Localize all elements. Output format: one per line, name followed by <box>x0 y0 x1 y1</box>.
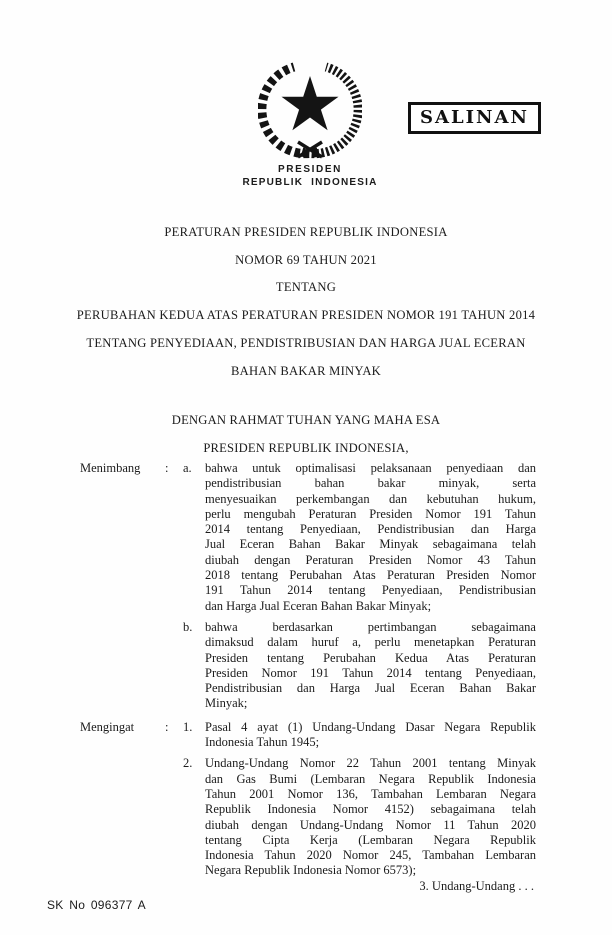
item-marker: 1. <box>183 719 193 734</box>
item-text <box>205 756 536 878</box>
clause-colon: : <box>165 461 169 475</box>
list-item <box>183 620 536 712</box>
body-line: perlu mengubah Peraturan Presiden Nomor 191 Tahun <box>205 506 536 521</box>
document-title-line: PERUBAHAN KEDUA ATAS PERATURAN PRESIDEN NOMOR 191 TAHUN 2014 <box>76 308 536 323</box>
doc-number: SK No 096377 A <box>47 898 146 912</box>
catchword: 3. Undang-Undang . . . <box>419 878 534 893</box>
document-body <box>80 461 536 894</box>
body-line: Presiden tentang Perubahan Kedua Atas Peraturan <box>205 650 536 665</box>
body-line: Tahun 2001 Nomor 136, Tambahan Lembaran Negara <box>205 786 536 801</box>
item-marker: b. <box>183 619 193 634</box>
item-text <box>205 461 536 614</box>
clause-colon: : <box>165 719 169 734</box>
item-text <box>205 620 536 712</box>
body-line: Pendistribusian dan Harga Jual Eceran Bahan Bakar <box>205 681 536 696</box>
body-line: 2014 tentang Penyediaan, Pendistribusian dan Harga <box>205 522 536 537</box>
letterhead <box>210 163 410 189</box>
document-number-line: NOMOR 69 TAHUN 2021 <box>235 252 377 267</box>
clause-mengingat <box>80 720 536 894</box>
preamble <box>40 406 572 462</box>
body-line: bahwa untuk optimalisasi pelaksanaan penyediaan dan <box>205 461 536 475</box>
item-marker: a. <box>183 461 192 475</box>
body-line: pendistribusian bahan bakar minyak, serta <box>205 476 536 491</box>
body-line: Presiden Nomor 191 Tahun 2014 tentang Penyediaan, <box>205 665 536 680</box>
document-title-line: TENTANG PENYEDIAAN, PENDISTRIBUSIAN DAN HARGA JUAL ECERAN <box>86 335 526 350</box>
document-title-line: TENTANG <box>275 280 337 295</box>
body-line: Undang-Undang Nomor 22 Tahun 2001 tentang Minyak <box>205 756 536 771</box>
letterhead-line-presiden: PRESIDEN <box>278 164 342 175</box>
body-line: diubah dengan Peraturan Presiden Nomor 43 Tahun <box>205 552 536 567</box>
letterhead-line-republik-indonesia: REPUBLIK INDONESIA <box>242 177 378 188</box>
item-marker: 2. <box>183 756 193 771</box>
presidential-seal-icon <box>258 60 362 160</box>
body-line: Jual Eceran Bahan Bakar Minyak sebagaimana telah <box>205 537 536 552</box>
preamble-authority: PRESIDEN REPUBLIK INDONESIA, <box>203 441 409 455</box>
body-line: 2018 tentang Perubahan Atas Peraturan Presiden Nomor <box>205 568 536 583</box>
salinan-stamp: SALINAN <box>408 102 541 134</box>
clause-label: Menimbang <box>80 461 141 475</box>
body-line: Indonesia Tahun 2020 Nomor 245, Tambahan Lembaran <box>205 848 536 863</box>
document-title-line: PERATURAN PRESIDEN REPUBLIK INDONESIA <box>164 225 448 239</box>
body-line: tentang Cipta Kerja (Lembaran Negara Republik <box>205 832 536 847</box>
body-line: dimaksud dalam huruf a, perlu menetapkan Peraturan <box>205 635 536 650</box>
body-line: diubah dengan Undang-Undang Nomor 11 Tahun 2020 <box>205 817 536 832</box>
body-line: menyesuaikan perkembangan dan kebutuhan hukum, <box>205 491 536 506</box>
body-line: bahwa berdasarkan pertimbangan sebagaimana <box>205 619 536 634</box>
list-item <box>183 756 536 878</box>
document-title-line: BAHAN BAKAR MINYAK <box>230 363 382 378</box>
body-line: Minyak; <box>205 696 248 711</box>
preamble-invocation: DENGAN RAHMAT TUHAN YANG MAHA ESA <box>171 413 441 427</box>
document-title <box>40 219 572 385</box>
body-line: dan Gas Bumi (Lembaran Negara Republik Indonesia <box>205 771 536 786</box>
item-text <box>205 720 536 751</box>
body-line: Negara Republik Indonesia Nomor 6573); <box>205 863 417 878</box>
body-line: dan Harga Jual Eceran Bahan Bakar Minyak; <box>205 598 432 613</box>
clause-label: Mengingat <box>80 719 135 734</box>
clause-menimbang <box>80 461 536 712</box>
list-item <box>183 461 536 614</box>
body-line: Pasal 4 ayat (1) Undang-Undang Dasar Negara Republik <box>205 719 536 734</box>
body-line: Indonesia Tahun 1945; <box>205 735 320 750</box>
list-item <box>183 720 536 751</box>
body-line: Republik Indonesia Nomor 4152) sebagaimana telah <box>205 802 536 817</box>
body-line: 191 Tahun 2014 tentang Penyediaan, Pendistribusian <box>205 583 536 598</box>
